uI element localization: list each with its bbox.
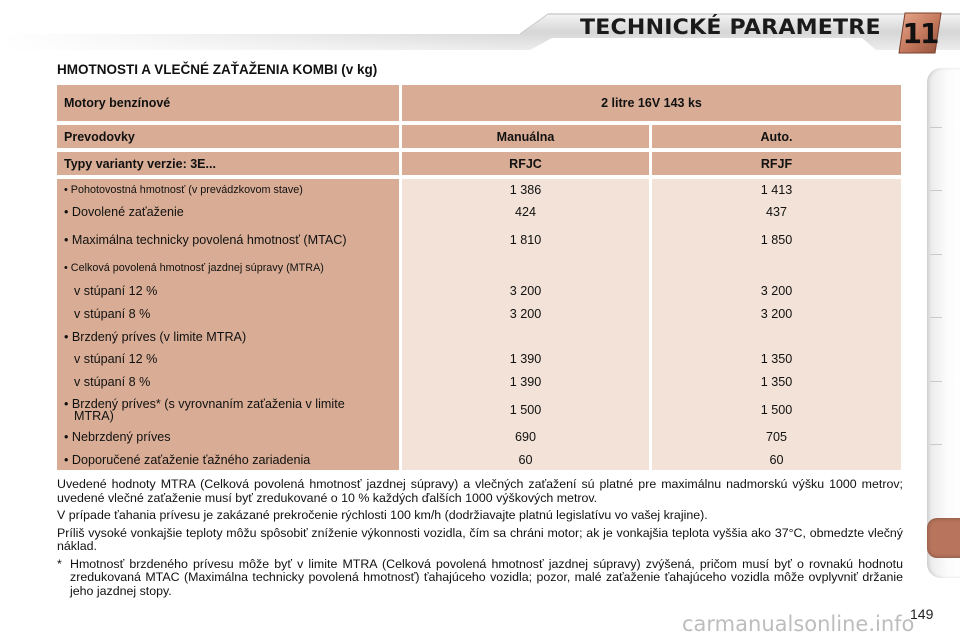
row-value-manual: 3 200 xyxy=(509,284,542,298)
table-row xyxy=(57,280,901,302)
gearbox-label: Prevodovky xyxy=(57,125,399,148)
notes-block xyxy=(57,478,903,598)
engine-row xyxy=(57,85,901,121)
row-value-auto xyxy=(652,257,901,279)
row-label: • Maximálna technicky povolená hmotnosť (MTAC) xyxy=(64,233,347,247)
row-label: v stúpaní 12 % xyxy=(74,352,158,366)
row-value-auto xyxy=(652,326,901,348)
row-value-auto: 60 xyxy=(769,452,784,467)
row-label: • Celková povolená hmotnosť jazdnej súpravy (MTRA) xyxy=(64,262,324,274)
row-value-auto: 705 xyxy=(765,430,787,444)
row-value-manual xyxy=(402,257,649,279)
side-tab-divider xyxy=(930,254,942,255)
row-label: • Dovolené zaťaženie xyxy=(64,205,184,219)
side-tab-divider xyxy=(930,444,942,445)
page-number: 149 xyxy=(910,606,934,622)
side-tab-divider xyxy=(930,317,942,318)
row-label: • Brzdený príves (v limite MTRA) xyxy=(64,330,247,344)
row-label: • Brzdený príves* (s vyrovnaním zaťaženia v limite MTRA) xyxy=(64,397,345,423)
row-value-manual: 1 390 xyxy=(509,375,542,389)
watermark: carmanualsonline.info xyxy=(682,612,915,636)
table-row xyxy=(57,371,901,393)
note-speed-limit: V prípade ťahania prívesu je zakázané prekročenie rýchlosti 100 km/h (dodržiavajte platnú legislatívu vo vašej krajine). xyxy=(57,508,708,522)
side-tab-divider xyxy=(930,381,942,382)
row-label: • Pohotovostná hmotnosť (v prevádzkovom stave) xyxy=(64,183,303,196)
side-tab-strip xyxy=(927,68,960,578)
table-row xyxy=(57,224,901,256)
table-row xyxy=(57,394,901,426)
gearbox-auto: Auto. xyxy=(652,125,901,148)
row-value-auto: 3 200 xyxy=(760,284,793,298)
table-row xyxy=(57,257,901,279)
variant-row xyxy=(57,152,901,175)
row-value-auto: 1 350 xyxy=(760,352,793,366)
engine-label: Motory benzínové xyxy=(57,85,399,121)
row-label: v stúpaní 8 % xyxy=(74,375,151,389)
table-row xyxy=(57,348,901,370)
row-value-manual: 690 xyxy=(514,430,536,444)
footnote-text: Hmotnosť brzdeného prívesu môže byť v limite MTRA (Celková povolená hmotnosť jazdnej súpravy) zvýšená, pričom musí byť o rovnakú hodnotu zredukovaná MTAC (Maximálna technicky povolená hmotnosť) ťahajúceho vozidla; pozor, malé zaťaženie ťahajúceho vozidla môže ovplyvniť držanie jeho jazdnej stopy. xyxy=(70,556,903,598)
chapter-title: TECHNICKÉ PARAMETRE xyxy=(580,15,881,39)
footnote-mark: * xyxy=(57,556,62,571)
engine-value: 2 litre 16V 143 ks xyxy=(402,85,901,121)
note-altitude: Uvedené hodnoty MTRA (Celková povolená hmotnosť jazdnej súpravy) a vlečných zaťažení sú platné pre maximálnu nadmorskú výšku 1000 metrov; uvedené vlečné zaťaženie musí byť zredukované o 10 % každých ďalších 1000 výškových metrov. xyxy=(57,477,903,505)
table-row xyxy=(57,201,901,223)
row-value-auto: 1 413 xyxy=(760,182,793,197)
row-value-manual: 1 386 xyxy=(509,182,542,197)
row-label: • Doporučené zaťaženie ťažného zariadenia xyxy=(64,452,311,467)
row-value-auto: 1 350 xyxy=(760,375,793,389)
footnote xyxy=(57,558,903,599)
table-row xyxy=(57,449,901,470)
row-value-manual: 3 200 xyxy=(509,307,542,321)
gearbox-manual: Manuálna xyxy=(402,125,649,148)
gearbox-row xyxy=(57,125,901,148)
row-label: v stúpaní 12 % xyxy=(74,284,158,298)
row-value-manual: 1 390 xyxy=(509,352,542,366)
table-row xyxy=(57,426,901,448)
variant-label: Typy varianty verzie: 3E... xyxy=(57,152,399,175)
side-tab-divider xyxy=(930,127,942,128)
table-row xyxy=(57,179,901,200)
row-label: v stúpaní 8 % xyxy=(74,307,151,321)
row-value-manual: 1 500 xyxy=(509,403,542,417)
row-value-manual: 60 xyxy=(518,452,533,467)
side-tab-divider xyxy=(930,190,942,191)
row-label: • Nebrzdený príves xyxy=(64,430,171,444)
row-value-auto: 1 850 xyxy=(760,233,793,247)
table-row xyxy=(57,303,901,325)
chapter-number: 11 xyxy=(902,16,938,50)
row-value-manual xyxy=(402,326,649,348)
row-value-manual: 1 810 xyxy=(509,233,542,247)
row-value-auto: 437 xyxy=(765,205,787,219)
side-tab-active-chapter[interactable] xyxy=(927,518,960,558)
note-temperature: Príliš vysoké vonkajšie teploty môžu spôsobiť zníženie výkonnosti vozidla, čím sa chráni motor; ak je vonkajšia teplota vyššia ako 37°C, obmedzte vlečný náklad. xyxy=(57,525,903,553)
row-value-manual: 424 xyxy=(514,205,536,219)
variant-rfjf: RFJF xyxy=(652,152,901,175)
table-row xyxy=(57,326,901,348)
row-value-auto: 3 200 xyxy=(760,307,793,321)
variant-rfjc: RFJC xyxy=(402,152,649,175)
row-value-auto: 1 500 xyxy=(760,403,793,417)
section-title: HMOTNOSTI A VLEČNÉ ZAŤAŽENIA KOMBI (v kg) xyxy=(57,62,378,77)
